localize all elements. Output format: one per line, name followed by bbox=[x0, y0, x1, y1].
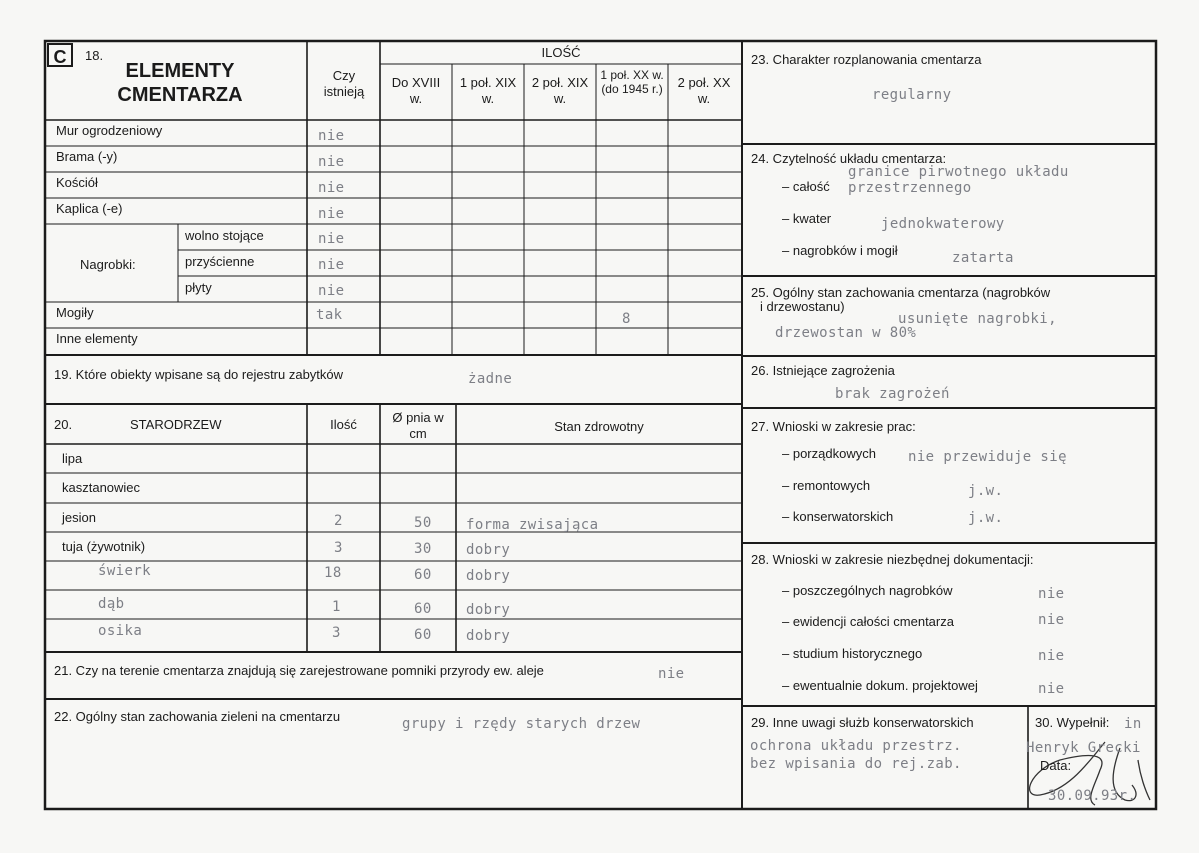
tree-diam-dab: 60 bbox=[414, 601, 432, 617]
s24-whole-line2: przestrzennego bbox=[848, 180, 972, 196]
s24-whole-label: – całość bbox=[782, 179, 830, 194]
exists-value-gate: nie bbox=[318, 154, 345, 170]
tree-count-tuja: 3 bbox=[334, 540, 343, 556]
exists-value-chapel: nie bbox=[318, 206, 345, 222]
element-label-gate: Brama (-y) bbox=[56, 149, 118, 164]
tree-name-tuja: tuja (żywotnik) bbox=[62, 539, 146, 554]
s30-name: Henryk Grecki bbox=[1026, 740, 1141, 756]
s20-diameter-header: Ø pnia w cm bbox=[392, 410, 444, 441]
tree-name-jesion: jesion bbox=[62, 510, 96, 525]
s28-item-label-design: – ewentualnie dokum. projektowej bbox=[782, 678, 978, 693]
s24-quarters-label: – kwater bbox=[782, 211, 832, 226]
element-label-graves: Mogiły bbox=[56, 305, 94, 320]
exists-value-slabs: nie bbox=[318, 283, 345, 299]
s19-value: żadne bbox=[468, 371, 513, 387]
period-header-2: 1 poł. XIX w. bbox=[459, 75, 517, 106]
period-header-5: 2 poł. XX w. bbox=[677, 75, 731, 106]
s28-item-label-records: – ewidencji całości cmentarza bbox=[782, 614, 954, 629]
s30-date-value: 30.09.93r. bbox=[1048, 788, 1137, 804]
exists-value-wall-tombs: nie bbox=[318, 257, 345, 273]
tree-count-dab: 1 bbox=[332, 599, 341, 615]
s24-tombs-value: zatarta bbox=[952, 250, 1014, 266]
element-label-wall: Mur ogrodzeniowy bbox=[56, 123, 163, 138]
tree-health-swierk: dobry bbox=[466, 568, 511, 584]
s29-value-line2: bez wpisania do rej.zab. bbox=[750, 756, 962, 772]
s27-item-label-conservation: – konserwatorskich bbox=[782, 509, 894, 524]
s25-value-line2: drzewostan w 80% bbox=[775, 325, 917, 341]
s21-label: 21. Czy na terenie cmentarza znajdują się zarejestrowane pomniki przyrody ew. aleje bbox=[54, 663, 544, 678]
s26-label: 26. Istniejące zagrożenia bbox=[751, 363, 895, 378]
s24-quarters-value: jednokwaterowy bbox=[881, 216, 1005, 232]
period-header-1: Do XVIII w. bbox=[391, 75, 441, 106]
s27-item-value-conservation: j.w. bbox=[968, 510, 1004, 526]
exists-value-freestanding: nie bbox=[318, 231, 345, 247]
element-label-freestanding: wolno stojące bbox=[185, 228, 264, 243]
exists-value-graves: tak bbox=[316, 307, 343, 323]
s24-whole-line1: granice pirwotnego układu bbox=[848, 164, 1069, 180]
s29-label: 29. Inne uwagi służb konserwatorskich bbox=[751, 715, 974, 730]
s27-item-label-cleanup: – porządkowych bbox=[782, 446, 876, 461]
s30-value-prefix: in bbox=[1124, 716, 1142, 732]
period-header-3: 2 poł. XIX w. bbox=[531, 75, 589, 106]
element-label-slabs: płyty bbox=[185, 280, 212, 295]
tree-diam-swierk: 60 bbox=[414, 567, 432, 583]
section-letter-c: C bbox=[47, 43, 73, 67]
s23-label: 23. Charakter rozplanowania cmentarza bbox=[751, 52, 982, 67]
tree-name-dab: dąb bbox=[98, 596, 125, 612]
tree-count-jesion: 2 bbox=[334, 513, 343, 529]
tree-health-osika: dobry bbox=[466, 628, 511, 644]
s27-label: 27. Wnioski w zakresie prac: bbox=[751, 419, 916, 434]
s22-value: grupy i rzędy starych drzew bbox=[402, 716, 641, 732]
tree-health-dab: dobry bbox=[466, 602, 511, 618]
s25-label-line2: i drzewostanu) bbox=[760, 299, 845, 314]
s28-item-value-tombs: nie bbox=[1038, 586, 1065, 602]
tree-name-osika: osika bbox=[98, 623, 143, 639]
section-title-line1: ELEMENTY bbox=[125, 60, 235, 82]
s28-item-value-records: nie bbox=[1038, 612, 1065, 628]
s30-date-label: Data: bbox=[1040, 758, 1072, 773]
s24-tombs-label: – nagrobków i mogił bbox=[782, 243, 898, 258]
tree-name-lipa: lipa bbox=[62, 451, 83, 466]
tree-count-osika: 3 bbox=[332, 625, 341, 641]
s28-label: 28. Wnioski w zakresie niezbędnej dokumentacji: bbox=[751, 552, 1034, 567]
element-label-wall-tombs: przyścienne bbox=[185, 254, 255, 269]
s28-item-label-tombs: – poszczególnych nagrobków bbox=[782, 583, 953, 598]
s28-item-label-history: – studium historycznego bbox=[782, 646, 923, 661]
s25-value-line1: usunięte nagrobki, bbox=[898, 311, 1057, 327]
tree-health-jesion: forma zwisająca bbox=[466, 517, 599, 533]
s27-item-label-renovation: – remontowych bbox=[782, 478, 871, 493]
s20-title: STARODRZEW bbox=[130, 417, 222, 432]
s23-value: regularny bbox=[872, 87, 952, 103]
element-label-chapel: Kaplica (-e) bbox=[56, 201, 123, 216]
period-header-4: 1 poł. XX w. (do 1945 r.) bbox=[600, 68, 664, 97]
tree-diam-jesion: 50 bbox=[414, 515, 432, 531]
s26-value: brak zagrożeń bbox=[835, 386, 950, 402]
exists-value-wall: nie bbox=[318, 128, 345, 144]
tree-name-kasztanowiec: kasztanowiec bbox=[62, 480, 141, 495]
s19-label: 19. Które obiekty wpisane są do rejestru zabytków bbox=[54, 367, 344, 382]
element-label-church: Kościół bbox=[56, 175, 98, 190]
s28-item-value-design: nie bbox=[1038, 681, 1065, 697]
s25-label-line1: 25. Ogólny stan zachowania cmentarza (nagrobków bbox=[751, 285, 1051, 300]
exists-column-header: Czy istnieją bbox=[323, 68, 365, 99]
nagrobki-label: Nagrobki: bbox=[80, 257, 136, 272]
exists-value-church: nie bbox=[318, 180, 345, 196]
s20-count-header: Ilość bbox=[330, 417, 357, 432]
section-title-line2: CMENTARZA bbox=[117, 84, 243, 106]
tree-diam-tuja: 30 bbox=[414, 541, 432, 557]
s22-label: 22. Ogólny stan zachowania zieleni na cmentarzu bbox=[54, 709, 341, 724]
tree-health-tuja: dobry bbox=[466, 542, 511, 558]
tree-diam-osika: 60 bbox=[414, 627, 432, 643]
s28-item-value-history: nie bbox=[1038, 648, 1065, 664]
s30-label: 30. Wypełnił: bbox=[1035, 715, 1110, 730]
s27-item-value-renovation: j.w. bbox=[968, 483, 1004, 499]
s20-number: 20. bbox=[54, 417, 73, 432]
s24-label: 24. Czytelność układu cmentarza: bbox=[751, 151, 947, 166]
section-number-18: 18. bbox=[85, 48, 104, 63]
s27-item-value-cleanup: nie przewiduje się bbox=[908, 449, 1067, 465]
tree-name-swierk: świerk bbox=[98, 563, 151, 579]
s20-health-header: Stan zdrowotny bbox=[554, 419, 644, 434]
quantity-header: ILOŚĆ bbox=[541, 45, 581, 60]
s21-value: nie bbox=[658, 666, 685, 682]
graves-count-1945: 8 bbox=[622, 311, 631, 327]
s29-value-line1: ochrona układu przestrz. bbox=[750, 738, 962, 754]
element-label-other: Inne elementy bbox=[56, 331, 138, 346]
tree-count-swierk: 18 bbox=[324, 565, 342, 581]
